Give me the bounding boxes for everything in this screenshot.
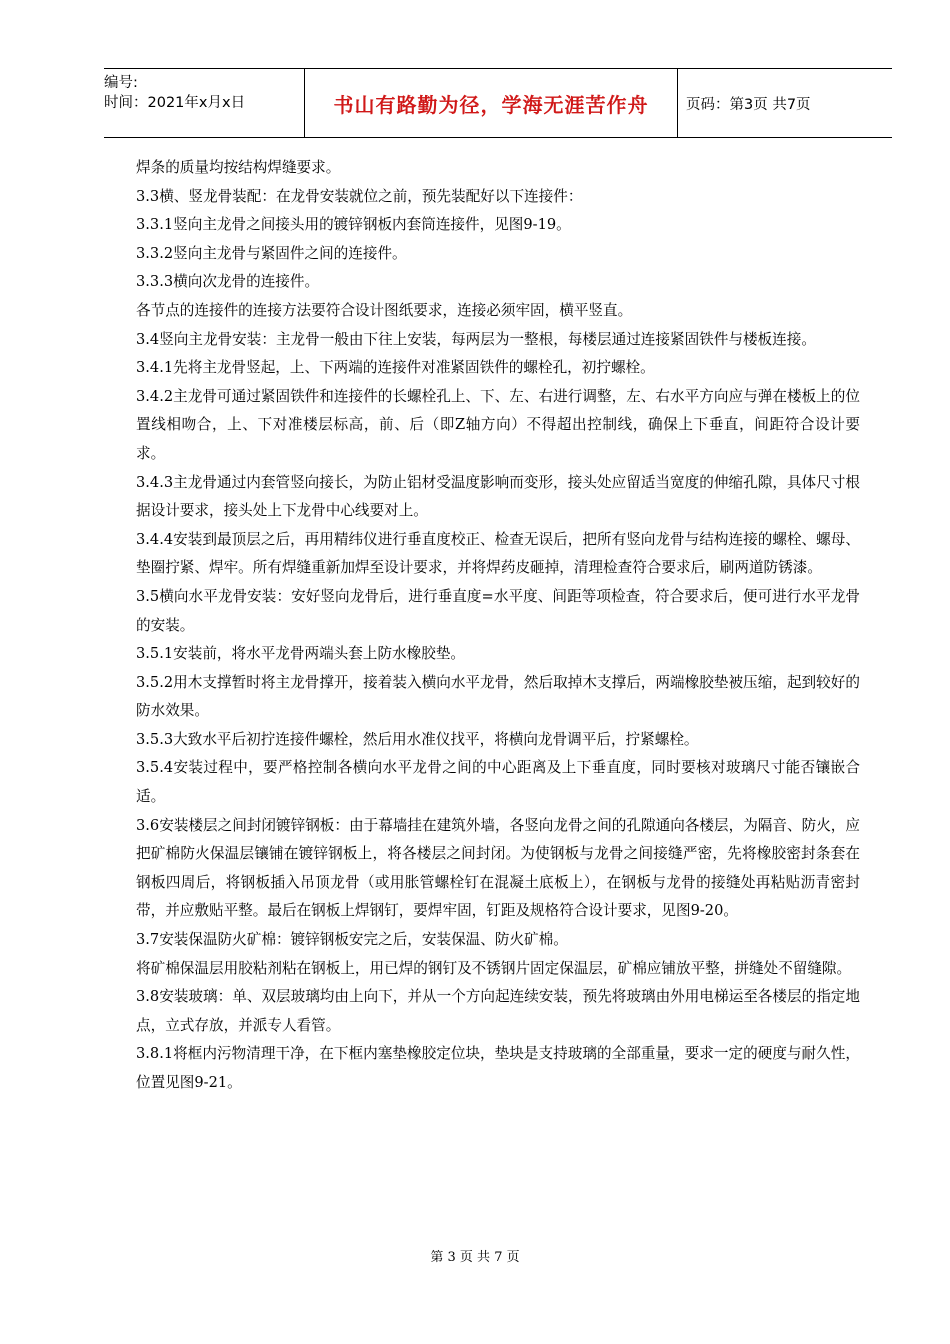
paragraph: 3.5横向水平龙骨安装：安好竖向龙骨后，进行垂直度=水平度、间距等项检查，符合要求后，便可进行水平龙骨的安装。 [136,587,860,634]
paragraph: 3.3横、竖龙骨装配：在龙骨安装就位之前，预先装配好以下连接件： [136,187,583,205]
paragraph: 3.4竖向主龙骨安装：主龙骨一般由下往上安装，每两层为一整根，每楼层通过连接紧固铁件与楼板连接。 [136,330,816,348]
paragraph: 3.5.2用木支撑暂时将主龙骨撑开，接着装入横向水平龙骨，然后取掉木支撑后，两端橡胶垫被压缩，起到较好的防水效果。 [136,673,860,720]
header-page-number: 页码：第3页 共7页 [686,96,811,113]
document-body [136,154,860,1098]
paragraph: 3.5.1安装前，将水平龙骨两端头套上防水橡胶垫。 [136,645,466,663]
paragraph: 3.8安装玻璃：单、双层玻璃均由上向下，并从一个方向起连续安装，预先将玻璃由外用电梯运至各楼层的指定地点，立式存放，并派专人看管。 [136,988,860,1034]
paragraph: 各节点的连接件的连接方法要符合设计图纸要求，连接必须牢固，横平竖直。 [136,301,633,319]
document-number-label: 编号: [104,75,138,91]
paragraph: 3.7安装保温防火矿棉：镀锌钢板安完之后，安装保温、防火矿棉。 [136,931,568,949]
paragraph: 3.4.4安装到最顶层之后，再用精纬仪进行垂直度校正、检查无误后，把所有竖向龙骨与结构连接的螺栓、螺母、垫圈拧紧、焊牢。所有焊缝重新加焊至设计要求，并将焊药皮砸掉，清理检查符合要求后，刷两道防锈漆。 [136,530,860,577]
header-meta [104,69,304,137]
paragraph: 3.4.1先将主龙骨竖起，上、下两端的连接件对准紧固铁件的螺栓孔，初拧螺栓。 [136,359,655,377]
paragraph: 3.4.3主龙骨通过内套管竖向接长，为防止铝材受温度影响而变形，接头处应留适当宽度的伸缩孔隙，具体尺寸根据设计要求，接头处上下龙骨中心线要对上。 [136,473,860,520]
paragraph: 3.3.1竖向主龙骨之间接头用的镀锌钢板内套筒连接件，见图9-19。 [136,216,571,234]
page-header [104,68,892,138]
header-motto: 书山有路勤为径，学海无涯苦作舟 [304,69,678,137]
document-date-label: 时间：2021年x月x日 [104,95,246,111]
paragraph: 3.5.3大致水平后初拧连接件螺栓，然后用水准仪找平，将横向龙骨调平后，拧紧螺栓。 [136,730,699,748]
paragraph: 3.5.4安装过程中，要严格控制各横向水平龙骨之间的中心距离及上下垂直度，同时要核对玻璃尺寸能否镶嵌合适。 [136,759,860,806]
page-footer: 第 3 页 共 7 页 [430,1250,520,1265]
paragraph: 将矿棉保温层用胶粘剂粘在钢板上，用已焊的钢钉及不锈钢片固定保温层，矿棉应铺放平整，拼缝处不留缝隙。 [136,959,852,977]
paragraph: 3.3.2竖向主龙骨与紧固件之间的连接件。 [136,244,407,262]
paragraph: 3.8.1将框内污物清理干净，在下框内塞垫橡胶定位块，垫块是支持玻璃的全部重量，要求一定的硬度与耐久性，位置见图9-21。 [136,1045,860,1091]
paragraph: 焊条的质量均按结构焊缝要求。 [136,159,341,176]
paragraph: 3.6安装楼层之间封闭镀锌钢板：由于幕墙挂在建筑外墙，各竖向龙骨之间的孔隙通向各楼层，为隔音、防火，应把矿棉防火保温层镶铺在镀锌钢板上，将各楼层之间封闭。为使钢板与龙骨之间接缝严密，先将橡胶密封条套在钢板四周后，将钢板插入吊顶龙骨（或用胀管螺栓钉在混凝土底板上），在钢板与龙骨的接缝处再粘贴沥青密封带，并应敷贴平整。最后在钢板上焊钢钉，要焊牢固，钉距及规格符合设计要求，见图9-20。 [136,816,860,920]
paragraph: 3.3.3横向次龙骨的连接件。 [136,273,320,291]
paragraph: 3.4.2主龙骨可通过紧固铁件和连接件的长螺栓孔上、下、左、右进行调整，左、右水平方向应与弹在楼板上的位置线相吻合，上、下对准楼层标高，前、后（即Z轴方向）不得超出控制线，确保上下垂直，间距符合设计要求。 [136,387,860,462]
